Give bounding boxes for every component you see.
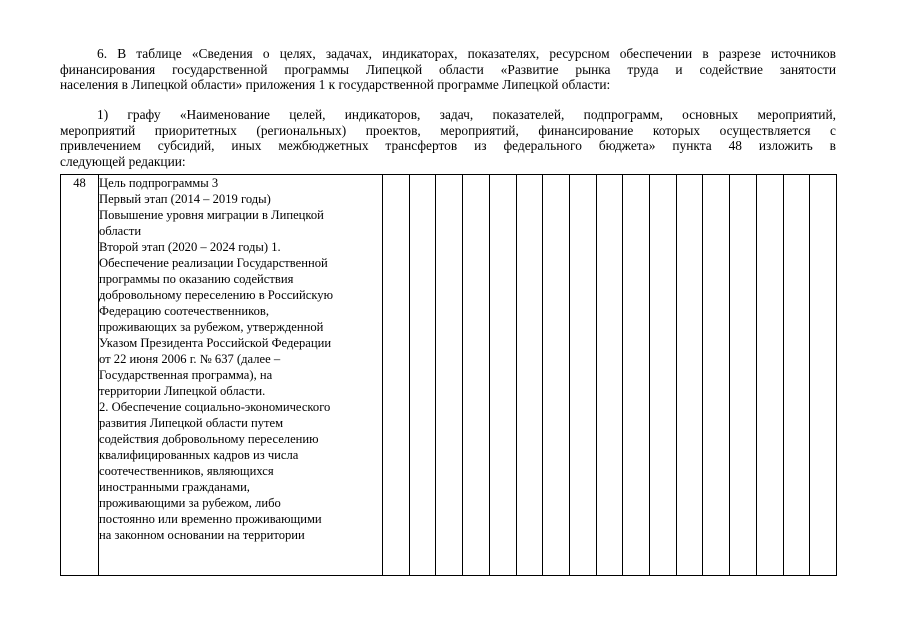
empty-cell (596, 175, 623, 576)
empty-cell (783, 175, 810, 576)
empty-cell (516, 175, 543, 576)
empty-cell (623, 175, 650, 576)
cell-line: территории Липецкой области. (99, 384, 266, 398)
cell-line: от 22 июня 2006 г. № 637 (далее – (99, 352, 281, 366)
cell-line: проживающих за рубежом, утвержденной (99, 320, 324, 334)
cell-line: программы по оказанию содействия (99, 272, 294, 286)
row-number-cell: 48 (61, 175, 99, 576)
goal-name-cell (99, 175, 383, 576)
empty-cell (383, 175, 410, 576)
cell-line: Второй этап (2020 – 2024 годы) 1. (99, 240, 281, 254)
paragraph-line: 6. В таблице «Сведения о целях, задачах, индикаторах, показателях, ресурсном обеспечении в разрезе источников (97, 46, 836, 61)
empty-cell (703, 175, 730, 576)
cell-line: Цель подпрограммы 3 (99, 176, 219, 190)
cell-line: соотечественников, являющихся (99, 464, 274, 478)
cell-line: Указом Президента Российской Федерации (99, 336, 332, 350)
empty-cell (650, 175, 677, 576)
paragraph-6 (60, 46, 836, 93)
cell-line: Федерацию соотечественников, (99, 304, 269, 318)
subparagraph-1 (60, 107, 836, 169)
empty-cell (569, 175, 596, 576)
table-row (61, 175, 837, 576)
empty-cell (436, 175, 463, 576)
empty-cell (489, 175, 516, 576)
paragraph-line: населения в Липецкой области» приложения 1 к государственной программе Липецкой области: (60, 77, 611, 93)
cell-line: добровольному переселению в Российскую (99, 288, 333, 302)
empty-cell (543, 175, 570, 576)
cell-line: на законном основании на территории (99, 528, 305, 542)
cell-line: 2. Обеспечение социально-экономического (99, 400, 331, 414)
empty-cell (463, 175, 490, 576)
cell-line: области (99, 224, 142, 238)
empty-cell (676, 175, 703, 576)
paragraph-line: финансирования государственной программы Липецкой области «Развитие рынка труда и содействие занятости (60, 61, 836, 77)
cell-line: проживающими за рубежом, либо (99, 496, 281, 510)
paragraph-line: следующей редакции: (60, 153, 186, 169)
cell-line: Обеспечение реализации Государственной (99, 256, 328, 270)
empty-cell (756, 175, 783, 576)
cell-line: Государственная программа), на (99, 368, 273, 382)
cell-line: квалифицированных кадров из числа (99, 448, 299, 462)
program-table (60, 174, 837, 576)
cell-line: Повышение уровня миграции в Липецкой (99, 208, 324, 222)
empty-cell (409, 175, 436, 576)
cell-line: Первый этап (2014 – 2019 годы) (99, 192, 271, 206)
cell-line: содействия добровольному переселению (99, 432, 319, 446)
cell-line: постоянно или временно проживающими (99, 512, 322, 526)
paragraph-line: привлечением субсидий, иных межбюджетных трансфертов из федерального бюджета» пункта 48 изложить в (60, 138, 836, 154)
empty-cell (730, 175, 757, 576)
paragraph-line: мероприятий приоритетных (региональных) проектов, мероприятий, финансирование которых осуществляется с (60, 122, 836, 138)
cell-line: иностранными гражданами, (99, 480, 250, 494)
paragraph-line: 1) графу «Наименование целей, индикаторов, задач, показателей, подпрограмм, основных мероприятий, (97, 107, 836, 122)
cell-line: развития Липецкой области путем (99, 416, 284, 430)
empty-cell (810, 175, 837, 576)
